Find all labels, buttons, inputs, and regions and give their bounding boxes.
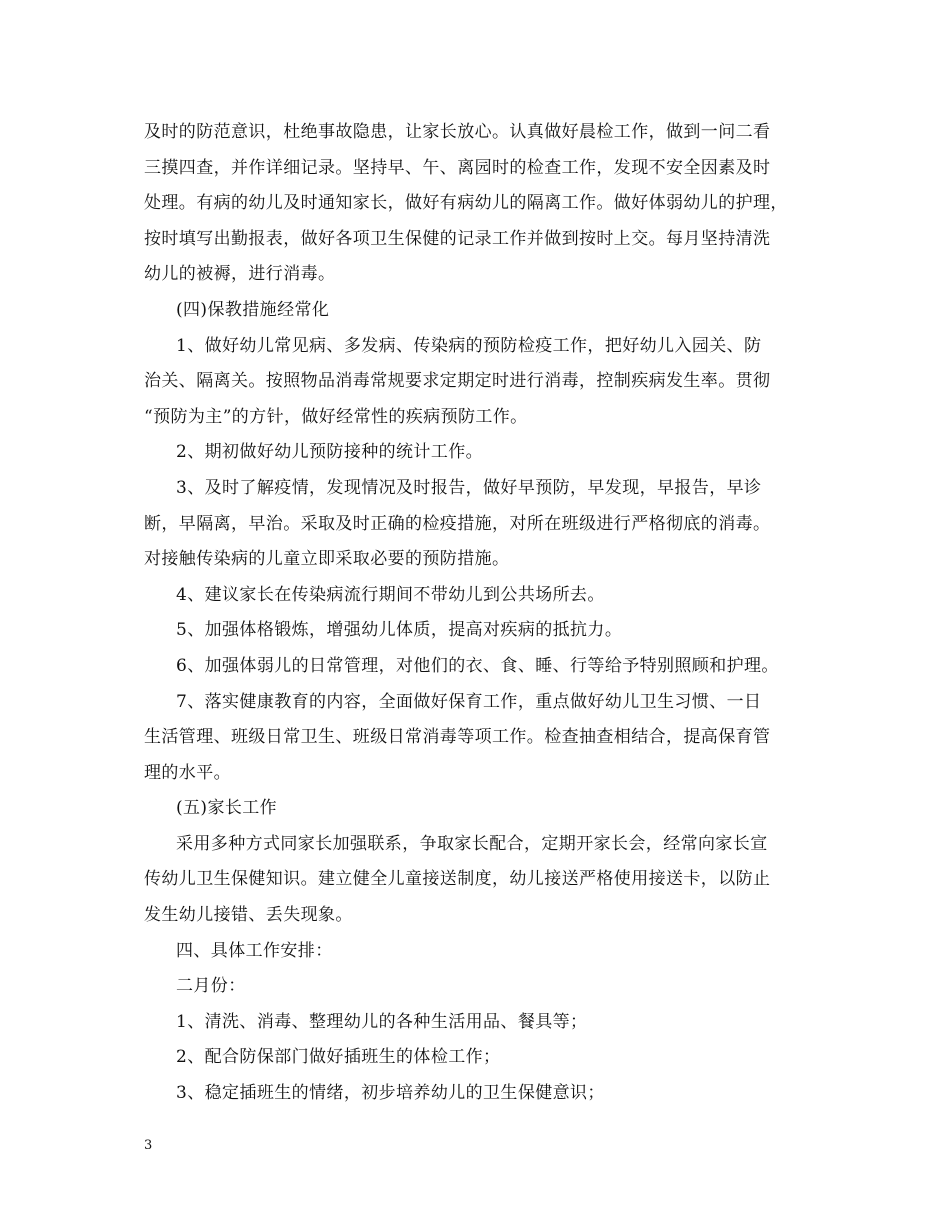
text-line: “预防为主”的方针，做好经常性的疾病预防工作。 (144, 406, 528, 427)
text-line: 3、及时了解疫情，发现情况及时报告，做好早预防，早发现，早报告，早诊 (176, 477, 762, 498)
text-line: 理的水平。 (144, 762, 231, 783)
text-line: 对接触传染病的儿童立即采取必要的预防措施。 (144, 549, 510, 570)
document-body (144, 115, 820, 1112)
text-line: 7、落实健康教育的内容，全面做好保育工作，重点做好幼儿卫生习惯、一日 (176, 691, 762, 712)
text-line: 2、期初做好幼儿预防接种的统计工作。 (176, 442, 484, 463)
text-line: 二月份： (176, 976, 246, 997)
text-line: 5、加强体格锻炼，增强幼儿体质，提高对疾病的抵抗力。 (176, 620, 623, 641)
text-line: 幼儿的被褥，进行消毒。 (144, 264, 336, 285)
text-line: 断，早隔离，早治。采取及时正确的检疫措施，对所在班级进行严格彻底的消毒。 (144, 513, 771, 534)
page-number: 3 (144, 1138, 153, 1153)
text-line: 采用多种方式同家长加强联系，争取家长配合，定期开家长会，经常向家长宣 (176, 833, 768, 854)
text-line: 按时填写出勤报表，做好各项卫生保健的记录工作并做到按时上交。每月坚持清洗 (144, 228, 771, 249)
text-line: 处理。有病的幼儿及时通知家长，做好有病幼儿的隔离工作。做好体弱幼儿的护理， (144, 193, 788, 214)
text-line: 传幼儿卫生保健知识。建立健全儿童接送制度，幼儿接送严格使用接送卡，以防止 (144, 869, 771, 890)
text-line: 发生幼儿接错、丢失现象。 (144, 905, 353, 926)
text-line: 四、具体工作安排： (176, 940, 333, 961)
text-line: 三摸四查，并作详细记录。坚持早、午、离园时的检查工作，发现不安全因素及时 (144, 157, 771, 178)
text-line: 生活管理、班级日常卫生、班级日常消毒等项工作。检查抽查相结合，提高保育管 (144, 727, 771, 748)
text-line: (五)家长工作 (176, 798, 278, 819)
text-line: 1、做好幼儿常见病、多发病、传染病的预防检疫工作，把好幼儿入园关、防 (176, 335, 762, 356)
text-line: 4、建议家长在传染病流行期间不带幼儿到公共场所去。 (176, 584, 605, 605)
text-line: 6、加强体弱儿的日常管理，对他们的衣、食、睡、行等给予特别照顾和护理。 (176, 655, 779, 676)
text-line: 3、稳定插班生的情绪，初步培养幼儿的卫生保健意识； (176, 1083, 605, 1104)
text-line: 及时的防范意识，杜绝事故隐患，让家长放心。认真做好晨检工作，做到一问二看 (144, 122, 771, 142)
text-line: 治关、隔离关。按照物品消毒常规要求定期定时进行消毒，控制疾病发生率。贯彻 (144, 371, 771, 392)
text-line: 2、配合防保部门做好插班生的体检工作； (176, 1047, 501, 1068)
text-line: 1、清洗、消毒、整理幼儿的各种生活用品、餐具等； (176, 1011, 588, 1032)
text-line: (四)保教措施经常化 (176, 299, 330, 320)
